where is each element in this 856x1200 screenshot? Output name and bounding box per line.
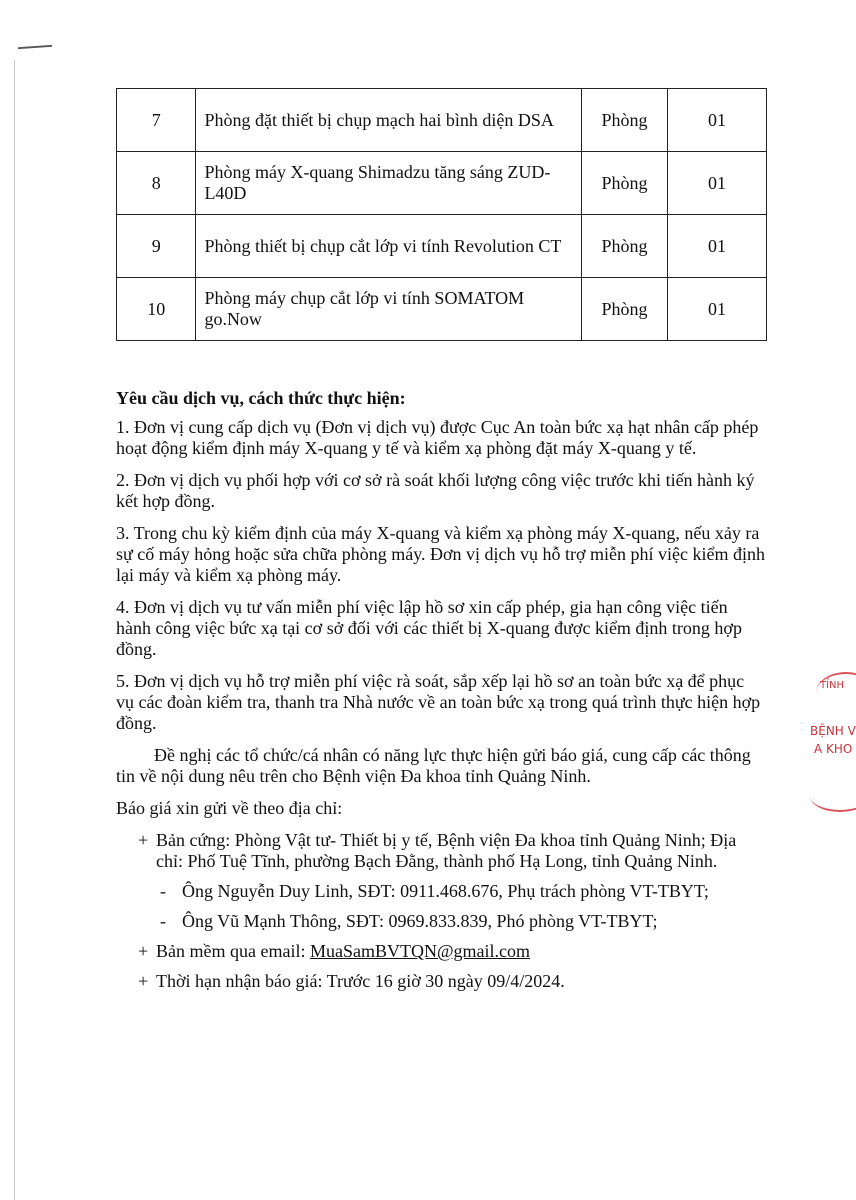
requirement-item: 5. Đơn vị dịch vụ hỗ trợ miễn phí việc rà soát, sắp xếp lại hồ sơ an toàn bức xạ để phục vụ các đoàn kiểm tra, thanh tra Nhà nước về an toàn bức xạ trong quá trình thực hiện hợp đồng. <box>116 671 761 733</box>
table-row <box>117 152 767 215</box>
stamp-arc <box>816 672 856 714</box>
requirement-item: 1. Đơn vị cung cấp dịch vụ (Đơn vị dịch vụ) được Cục An toàn bức xạ hạt nhân cấp phép hoạt động kiểm định máy X-quang y tế và kiểm xạ phòng đặt máy X-quang y tế. <box>116 417 759 458</box>
unit: Phòng <box>582 89 668 152</box>
red-seal-stamp <box>806 668 856 818</box>
soft-copy-item <box>116 941 766 962</box>
soft-copy-label: Bản mềm qua email: <box>156 941 310 961</box>
scan-edge-line <box>14 60 15 1200</box>
plus-marker: + <box>138 971 149 991</box>
send-to-intro: Báo giá xin gửi về theo địa chỉ: <box>116 798 343 818</box>
unit: Phòng <box>582 215 668 278</box>
contact-item <box>116 881 766 902</box>
contact-text: Ông Vũ Mạnh Thông, SĐT: 0969.833.839, Phó phòng VT-TBYT; <box>182 911 658 931</box>
table-row <box>117 215 767 278</box>
deadline-item <box>116 971 766 992</box>
quantity: 01 <box>668 215 767 278</box>
requirement-item: 2. Đơn vị dịch vụ phối hợp với cơ sở rà soát khối lượng công việc trước khi tiến hành ký kết hợp đồng. <box>116 470 755 511</box>
hard-copy-text: Bản cứng: Phòng Vật tư- Thiết bị y tế, Bệnh viện Đa khoa tỉnh Quảng Ninh; Địa chỉ: Phố Tuệ Tĩnh, phường Bạch Đằng, thành phố Hạ Long, tỉnh Quảng Ninh. <box>156 830 737 871</box>
stamp-text: A KHO <box>814 742 853 756</box>
room-name: Phòng máy chụp cắt lớp vi tính SOMATOM go.Now <box>196 278 582 341</box>
plus-marker: + <box>138 830 149 850</box>
stamp-text: BỆNH V <box>810 724 856 738</box>
room-name: Phòng đặt thiết bị chụp mạch hai bình diện DSA <box>196 89 582 152</box>
dash-marker: - <box>160 881 166 901</box>
quantity: 01 <box>668 89 767 152</box>
row-number: 8 <box>117 152 196 215</box>
scan-corner-mark <box>18 45 52 49</box>
plus-marker: + <box>138 941 149 961</box>
row-number: 7 <box>117 89 196 152</box>
deadline-text: Thời hạn nhận báo giá: Trước 16 giờ 30 ngày 09/4/2024. <box>156 971 565 991</box>
dash-marker: - <box>160 911 166 931</box>
room-name: Phòng máy X-quang Shimadzu tăng sáng ZUD-L40D <box>196 152 582 215</box>
quantity: 01 <box>668 152 767 215</box>
unit: Phòng <box>582 152 668 215</box>
hard-copy-item <box>116 830 766 872</box>
contact-item <box>116 911 766 932</box>
stamp-text: TỈNH <box>820 680 845 691</box>
equipment-table <box>116 88 767 341</box>
email-link[interactable]: MuaSamBVTQN@gmail.com <box>309 941 531 961</box>
requirement-item: 3. Trong chu kỳ kiểm định của máy X-quang và kiểm xạ phòng máy X-quang, nếu xảy ra sự cố máy hỏng hoặc sửa chữa phòng máy. Đơn vị dịch vụ hỗ trợ miễn phí việc kiểm định lại máy và kiểm xạ phòng máy. <box>116 523 766 585</box>
requirements-section <box>116 388 766 1001</box>
quantity: 01 <box>668 278 767 341</box>
table-row <box>117 89 767 152</box>
row-number: 10 <box>117 278 196 341</box>
row-number: 9 <box>117 215 196 278</box>
invitation-paragraph: Đề nghị các tổ chức/cá nhân có năng lực thực hiện gửi báo giá, cung cấp các thông tin về nội dung nêu trên cho Bệnh viện Đa khoa tỉnh Quảng Ninh. <box>116 745 751 786</box>
stamp-arc <box>810 780 856 812</box>
table-row <box>117 278 767 341</box>
room-name: Phòng thiết bị chụp cắt lớp vi tính Revolution CT <box>196 215 582 278</box>
contact-text: Ông Nguyễn Duy Linh, SĐT: 0911.468.676, Phụ trách phòng VT-TBYT; <box>182 881 709 901</box>
requirement-item: 4. Đơn vị dịch vụ tư vấn miễn phí việc lập hồ sơ xin cấp phép, gia hạn công việc tiến hành công việc bức xạ tại cơ sở đối với các thiết bị X-quang được kiểm định trong hợp đồng. <box>116 597 742 659</box>
unit: Phòng <box>582 278 668 341</box>
requirements-heading: Yêu cầu dịch vụ, cách thức thực hiện: <box>116 388 406 408</box>
